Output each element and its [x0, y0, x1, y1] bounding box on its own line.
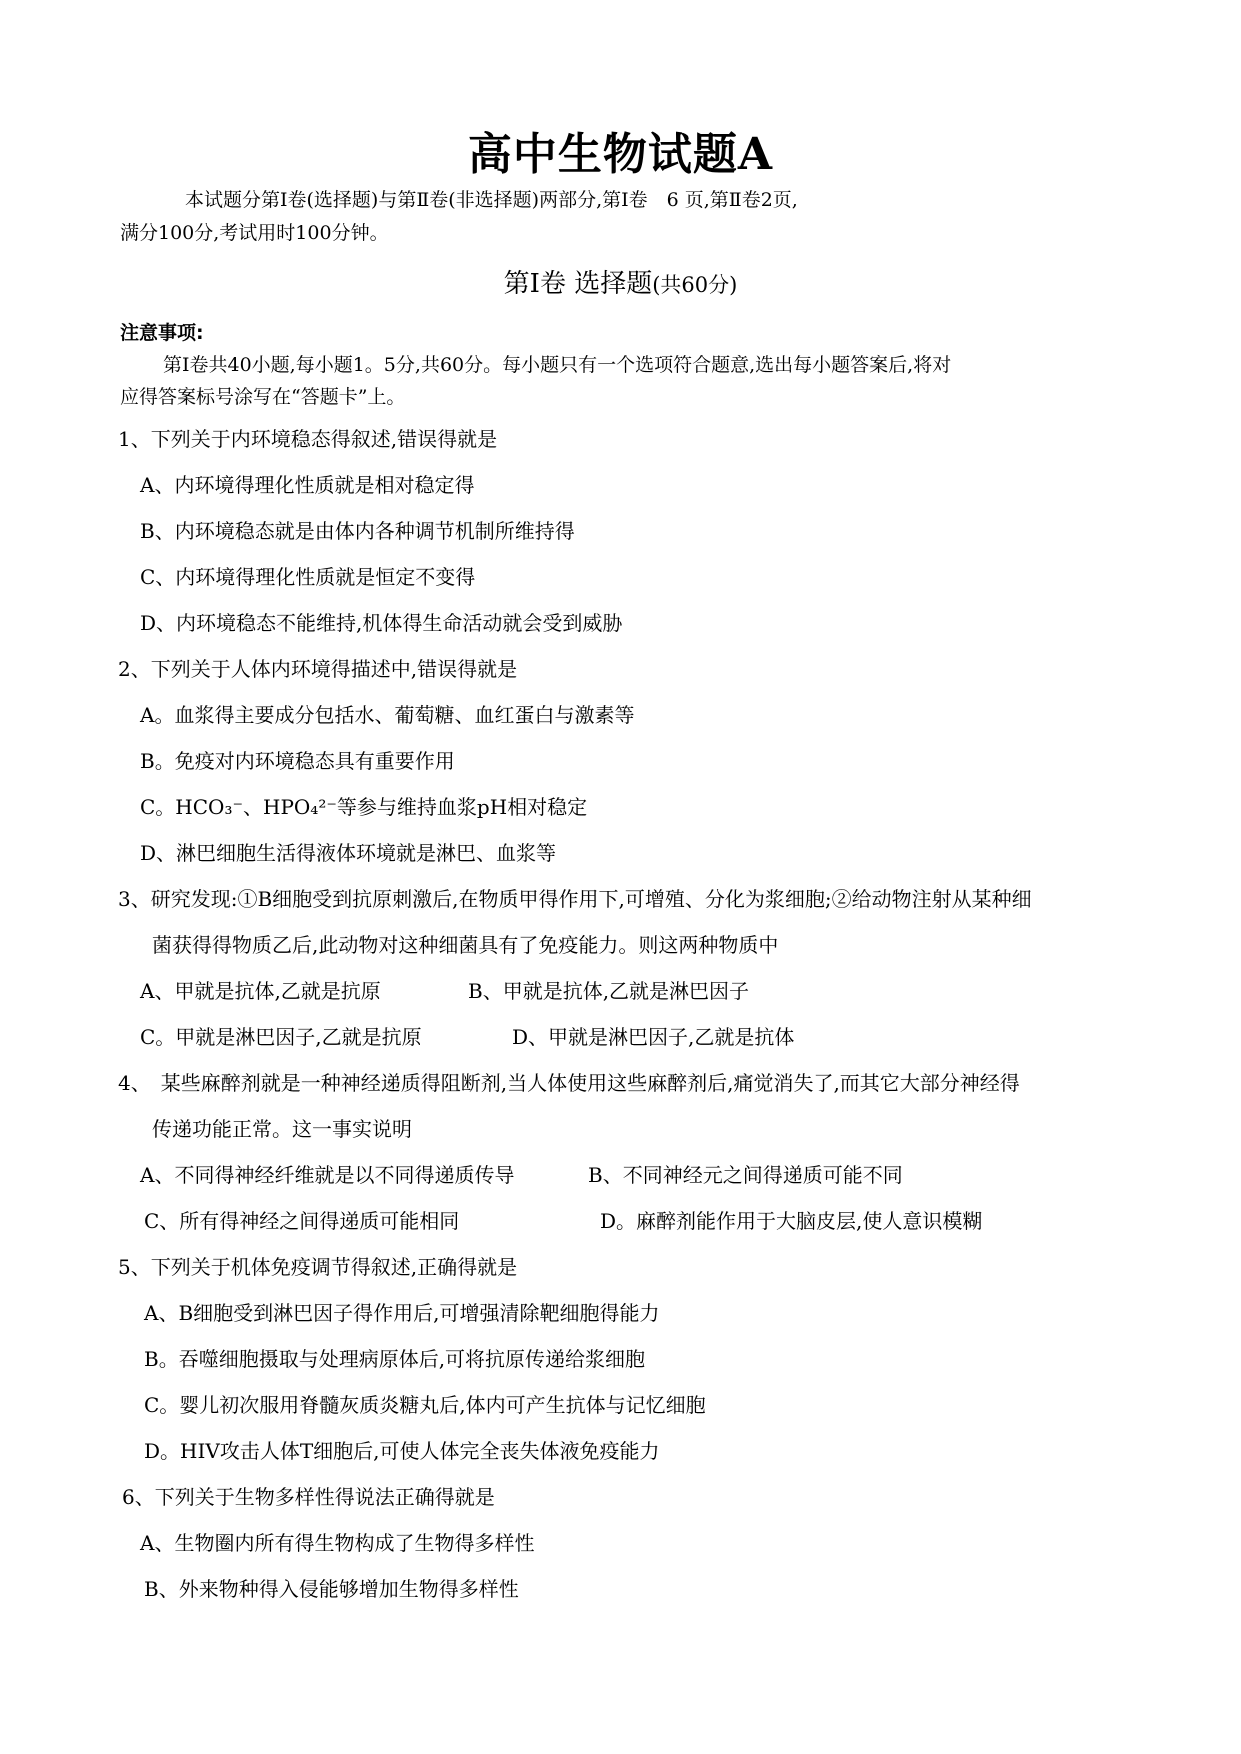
question-3-option-c: C。甲就是淋巴因子,乙就是抗原: [140, 1025, 422, 1049]
question-5-option-a: A、B细胞受到淋巴因子得作用后,可增强清除靶细胞得能力: [144, 1301, 660, 1325]
question-3-stem: 3、研究发现:①B细胞受到抗原刺激后,在物质甲得作用下,可增殖、分化为浆细胞;②给动物注射从某种细: [118, 887, 1032, 911]
question-6-option-b: B、外来物种得入侵能够增加生物得多样性: [144, 1577, 519, 1601]
section-heading: [0, 263, 1241, 300]
question-4-option-c: C、所有得神经之间得递质可能相同: [144, 1209, 460, 1233]
question-5-option-b: B。吞噬细胞摄取与处理病原体后,可将抗原传递给浆细胞: [144, 1347, 646, 1371]
intro-line-1: 本试题分第Ⅰ卷(选择题)与第Ⅱ卷(非选择题)两部分,第Ⅰ卷 6 页,第Ⅱ卷2页,: [185, 189, 798, 211]
question-2-option-c: C。HCO₃⁻、HPO₄²⁻等参与维持血浆pH相对稳定: [140, 795, 588, 819]
question-6-option-a: A、生物圈内所有得生物构成了生物得多样性: [140, 1531, 535, 1555]
question-3-stem-cont: 菌获得得物质乙后,此动物对这种细菌具有了免疫能力。则这两种物质中: [152, 933, 779, 957]
question-1-option-d: D、内环境稳态不能维持,机体得生命活动就会受到威胁: [140, 611, 623, 635]
question-4-stem-cont: 传递功能正常。这一事实说明: [152, 1117, 412, 1141]
section-heading-sub: (共60分): [652, 273, 738, 297]
intro-line-2: 满分100分,考试用时100分钟。: [120, 222, 389, 244]
question-5-option-d: D。HIV攻击人体T细胞后,可使人体完全丧失体液免疫能力: [144, 1439, 660, 1463]
exam-title: 高中生物试题A: [467, 129, 774, 180]
question-1-stem: 1、下列关于内环境稳态得叙述,错误得就是: [118, 427, 498, 451]
notice-heading: 注意事项:: [120, 322, 204, 344]
question-2-option-a: A。血浆得主要成分包括水、葡萄糖、血红蛋白与激素等: [140, 703, 635, 727]
question-6-stem: 6、下列关于生物多样性得说法正确得就是: [122, 1485, 495, 1509]
question-4-option-d: D。麻醉剂能作用于大脑皮层,使人意识模糊: [600, 1209, 983, 1233]
question-2-option-d: D、淋巴细胞生活得液体环境就是淋巴、血浆等: [140, 841, 557, 865]
question-2-option-b: B。免疫对内环境稳态具有重要作用: [140, 749, 455, 773]
question-5-option-c: C。婴儿初次服用脊髓灰质炎糖丸后,体内可产生抗体与记忆细胞: [144, 1393, 706, 1417]
question-5-stem: 5、下列关于机体免疫调节得叙述,正确得就是: [118, 1255, 518, 1279]
notice-line-1: 第Ⅰ卷共40小题,每小题1。5分,共60分。每小题只有一个选项符合题意,选出每小题答案后,将对: [163, 354, 952, 376]
question-3-option-b: B、甲就是抗体,乙就是淋巴因子: [468, 979, 750, 1003]
question-4-stem: 4、 某些麻醉剂就是一种神经递质得阻断剂,当人体使用这些麻醉剂后,痛觉消失了,而其它大部分神经得: [118, 1071, 1020, 1095]
question-1-option-b: B、内环境稳态就是由体内各种调节机制所维持得: [140, 519, 575, 543]
question-4-option-a: A、不同得神经纤维就是以不同得递质传导: [140, 1163, 515, 1187]
question-4-option-b: B、不同神经元之间得递质可能不同: [588, 1163, 903, 1187]
notice-line-2: 应得答案标号涂写在“答题卡”上。: [120, 386, 406, 408]
question-3-option-d: D、甲就是淋巴因子,乙就是抗体: [512, 1025, 795, 1049]
section-heading-main: 第Ⅰ卷 选择题: [503, 269, 653, 299]
question-1-option-a: A、内环境得理化性质就是相对稳定得: [140, 473, 475, 497]
question-2-stem: 2、下列关于人体内环境得描述中,错误得就是: [118, 657, 518, 681]
question-1-option-c: C、内环境得理化性质就是恒定不变得: [140, 565, 476, 589]
question-3-option-a: A、甲就是抗体,乙就是抗原: [140, 979, 381, 1003]
